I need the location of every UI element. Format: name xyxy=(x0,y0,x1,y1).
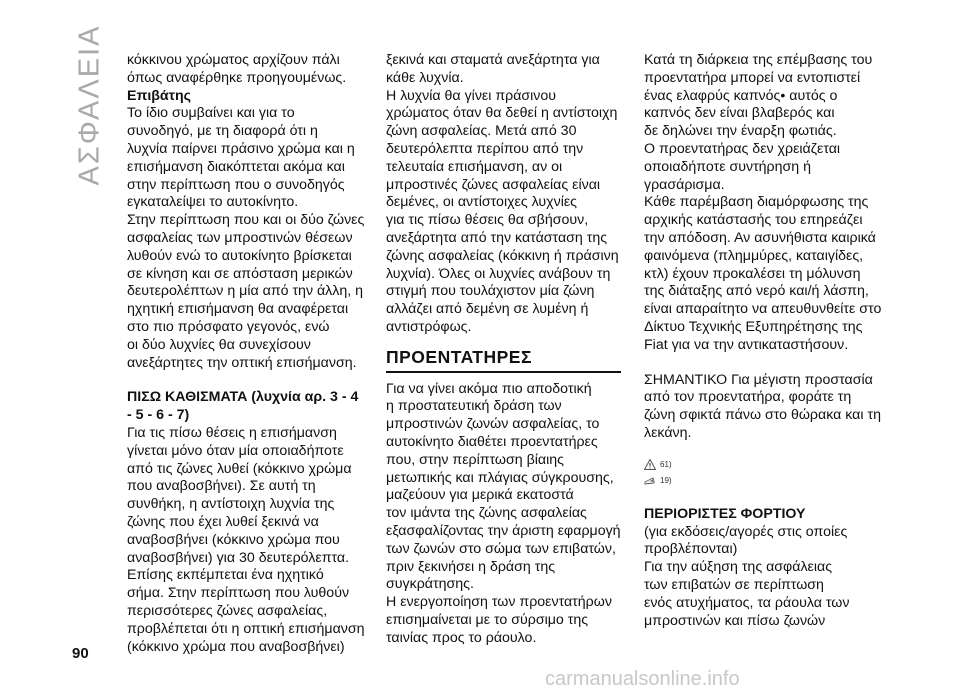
reference-marks xyxy=(644,457,879,489)
text-line: ένας ελαφρύς καπνός• αυτός ο xyxy=(644,87,838,104)
spacer xyxy=(127,372,362,389)
text-line: προεντατήρα μπορεί να εντοπιστεί xyxy=(644,69,861,86)
text-line: αναβοσβήνει (κόκκινο χρώμα που xyxy=(127,531,340,548)
text-line: μπροστινών ζωνών ασφαλείας, το xyxy=(386,416,600,433)
text-line: αναβοσβήνει) για 30 δευτερόλεπτα. xyxy=(127,549,350,566)
text-line: Επίσης εκπέμπεται ένα ηχητικό xyxy=(127,567,324,584)
note-reference xyxy=(644,473,879,489)
heading-passenger: Επιβάτης xyxy=(127,87,192,104)
text-line: τον ιμάντα της ζώνης ασφαλείας xyxy=(386,505,587,522)
text-line: Το ίδιο συμβαίνει και για το xyxy=(127,105,295,122)
text-line: δεμένες, οι αντίστοιχες λυχνίες xyxy=(386,194,578,211)
text-line: στην περίπτωση που ο συνοδηγός xyxy=(127,176,345,193)
text-line: ταινίας προς το ράουλο. xyxy=(386,629,537,646)
text-line: συγκράτησης. xyxy=(386,576,474,593)
text-line: επισημαίνεται με το σύρσιμο της xyxy=(386,611,589,628)
text-line: που, στην περίπτωση βίαιης xyxy=(386,451,564,468)
text-line: ζώνης ασφαλείας (κόκκινη ή πράσινη xyxy=(386,247,619,264)
text-line: για τις πίσω θέσεις θα σβήσουν, xyxy=(386,212,589,229)
text-line: οι δύο λυχνίες θα συνεχίσουν xyxy=(127,336,311,353)
text-line: μπροστινές ζώνες ασφαλείας είναι xyxy=(386,176,601,193)
col2-para1 xyxy=(386,52,621,337)
text-line: ζώνη ασφαλείας. Μετά από 30 xyxy=(386,123,577,140)
text-line: ΣΗΜΑΝΤΙΚΟ Για μέγιστη προστασία xyxy=(644,371,873,388)
text-line: είναι απαραίτητο να απευθυνθείτε στο xyxy=(644,301,882,318)
col3-para3 xyxy=(644,524,879,631)
warning-reference xyxy=(644,457,879,473)
text-line: Για να γίνει ακόμα πιο αποδοτική xyxy=(386,380,592,397)
text-line: μπροστινών και πίσω ζωνών xyxy=(644,612,826,629)
column-2 xyxy=(386,52,621,648)
warning-triangle-icon xyxy=(644,459,656,470)
page-number: 90 xyxy=(72,645,89,662)
text-line: λυχνία παίρνει πράσινο χρώμα και η xyxy=(127,140,355,157)
heading-load-limiters: ΠΕΡΙΟΡΙΣΤΕΣ ΦΟΡΤΙΟΥ xyxy=(644,505,806,522)
text-line: λυχνία). Όλες οι λυχνίες ανάβουν τη xyxy=(386,265,611,282)
text-line: Κάθε παρέμβαση διαμόρφωσης της xyxy=(644,194,869,211)
text-line: τελευταία επισήμανση, αν οι xyxy=(386,158,563,175)
text-line: συνθήκη, η αντίστοιχη λυχνία της xyxy=(127,496,335,513)
text-line: Στην περίπτωση που και οι δύο ζώνες xyxy=(127,212,365,229)
text-line: ξεκινά και σταματά ανεξάρτητα για xyxy=(386,52,600,68)
col1-para2 xyxy=(127,424,365,656)
text-line: προβλέπονται) xyxy=(644,541,738,558)
text-line: σε κίνηση και σε απόσταση μερικών xyxy=(127,265,353,282)
text-line: πριν ξεκινήσει η δράση της xyxy=(386,558,556,575)
text-line: λυθούν ενώ το αυτοκίνητο βρίσκεται xyxy=(127,247,352,264)
text-line: αλλάζει από δεμένη σε λυμένη ή xyxy=(386,301,589,318)
text-line: που αναβοσβήνει). Σε αυτή τη xyxy=(127,478,316,495)
text-line: Ο προεντατήρας δεν χρειάζεται xyxy=(644,140,841,157)
text-line: μετωπικής και πλάγιας σύγκρουσης, xyxy=(386,469,614,486)
text-line: ανεξάρτητα από την κατάσταση της xyxy=(386,229,608,246)
text-line: λεκάνη. xyxy=(644,424,692,441)
text-line: ενός ατυχήματος, τα ράουλα των xyxy=(644,594,850,611)
text-line: κτλ) έχουν προκαλέσει τη μόλυνση xyxy=(644,265,861,282)
column-3 xyxy=(644,52,882,630)
text-line: μαζεύουν για μερικά εκατοστά xyxy=(386,487,574,504)
text-line: κόκκινου χρώματος αρχίζουν πάλι xyxy=(127,52,340,68)
text-line: δευτερολέπτων η μία από την άλλη, η xyxy=(127,283,364,300)
spacer xyxy=(644,489,879,506)
text-line: αυτοκίνητο διαθέτει προεντατήρες xyxy=(386,433,598,450)
col1-para1 xyxy=(127,105,365,372)
text-line: εξασφαλίζοντας την άριστη εφαρμογή xyxy=(386,522,621,539)
text-line: Για την αύξηση της ασφάλειας xyxy=(644,559,833,576)
text-line: (κόκκινο χρώμα που αναβοσβήνει) xyxy=(127,638,345,655)
text-line: ασφαλείας των μπροστινών θέσεων xyxy=(127,229,353,246)
text-line: προβλέπεται ότι η οπτική επισήμανση xyxy=(127,620,365,637)
text-line: Δίκτυο Τεχνικής Εξυπηρέτησης της xyxy=(644,318,863,335)
side-title-text: ΑΣΦΑΛΕΙΑ xyxy=(73,24,106,186)
col2-para2 xyxy=(386,381,621,648)
text-line: ζώνη σφικτά πάνω στο θώρακα και τη xyxy=(644,407,881,424)
watermark-text: carmanualsonline.info xyxy=(545,668,740,690)
text-line: την απόδοση. Αν ασυνήθιστα καιρικά xyxy=(644,229,876,246)
warning-reference-number: 61) xyxy=(660,459,672,469)
text-line: Η λυχνία θα γίνει πράσινου xyxy=(386,87,557,104)
text-line: καπνός δεν είναι βλαβερός και xyxy=(644,105,835,122)
section-side-title xyxy=(70,24,110,186)
text-line: κάθε λυχνία. xyxy=(386,69,464,86)
text-line: ΠΙΣΩ ΚΑΘΙΣΜΑΤΑ (λυχνία αρ. 3 - 4 xyxy=(127,389,359,406)
text-line: των επιβατών σε περίπτωση xyxy=(644,576,824,593)
text-line: της διάταξης από νερό και/ή λάσπη, xyxy=(644,283,869,300)
heading-rear-seats xyxy=(127,389,362,425)
text-line: στο πιο πρόσφατο γεγονός, ενώ xyxy=(127,318,330,335)
text-line: από τις ζώνες λυθεί (κόκκινο χρώμα xyxy=(127,460,352,477)
text-line: η προστατευτική δράση των xyxy=(386,398,562,415)
text-line: γίνεται μόνο όταν μία οποιαδήποτε xyxy=(127,442,344,459)
column-1 xyxy=(127,52,365,656)
text-line: Fiat για να την αντικαταστήσουν. xyxy=(644,336,849,353)
text-line: γρασάρισμα. xyxy=(644,176,725,193)
text-line: δευτερόλεπτα περίπου από την xyxy=(386,140,584,157)
col3-para1 xyxy=(644,52,882,355)
text-line: δε δηλώνει την έναρξη φωτιάς. xyxy=(644,123,837,140)
text-line: - 5 - 6 - 7) xyxy=(127,407,190,424)
text-line: στιγμή που τουλάχιστον μία ζώνη xyxy=(386,283,595,300)
text-line: όπως αναφέρθηκε προηγουμένως. xyxy=(127,69,347,86)
text-line: εγκαταλείψει το αυτοκίνητο. xyxy=(127,194,299,211)
text-line: (για εκδόσεις/αγορές στις οποίες xyxy=(644,523,848,540)
note-reference-number: 19) xyxy=(660,475,672,485)
text-line: οποιαδήποτε συντήρηση ή xyxy=(644,158,812,175)
text-line: ηχητική επισήμανση θα αναφέρεται xyxy=(127,301,349,318)
text-line: συνοδηγό, με τη διαφορά ότι η xyxy=(127,123,318,140)
text-line: περισσότερες ζώνες ασφαλείας, xyxy=(127,602,328,619)
text-line: αντιστρόφως. xyxy=(386,318,472,335)
text-line: από τον προεντατήρα, φοράτε τη xyxy=(644,389,852,406)
text-line: ζώνης που έχει λυθεί ξεκινά να xyxy=(127,513,319,530)
spacer xyxy=(644,355,879,372)
section-title-pretensioners: ΠΡΟΕΝΤΑΤΗΡΕΣ xyxy=(386,337,621,373)
text-line: Κατά τη διάρκεια της επέμβασης του xyxy=(644,52,873,68)
text-line: χρώματος όταν θα δεθεί η αντίστοιχη xyxy=(386,105,618,122)
pointing-hand-icon xyxy=(644,475,656,486)
text-line: αρχικής κατάστασής του επηρεάζει xyxy=(644,212,863,229)
text-line: ανεξάρτητες την οπτική επισήμανση. xyxy=(127,354,357,371)
text-line: Η ενεργοποίηση των προεντατήρων xyxy=(386,594,612,611)
text-line: Για τις πίσω θέσεις η επισήμανση xyxy=(127,424,337,441)
col3-para2-important xyxy=(644,372,879,443)
text-line: των ζωνών στο σώμα των επιβατών, xyxy=(386,540,616,557)
col1-intro xyxy=(127,52,362,88)
text-line: σήμα. Στην περίπτωση που λυθούν xyxy=(127,585,350,602)
text-line: φαινόμενα (πλημμύρες, καταιγίδες, xyxy=(644,247,864,264)
text-line: επισήμανση διακόπτεται ακόμα και xyxy=(127,158,345,175)
